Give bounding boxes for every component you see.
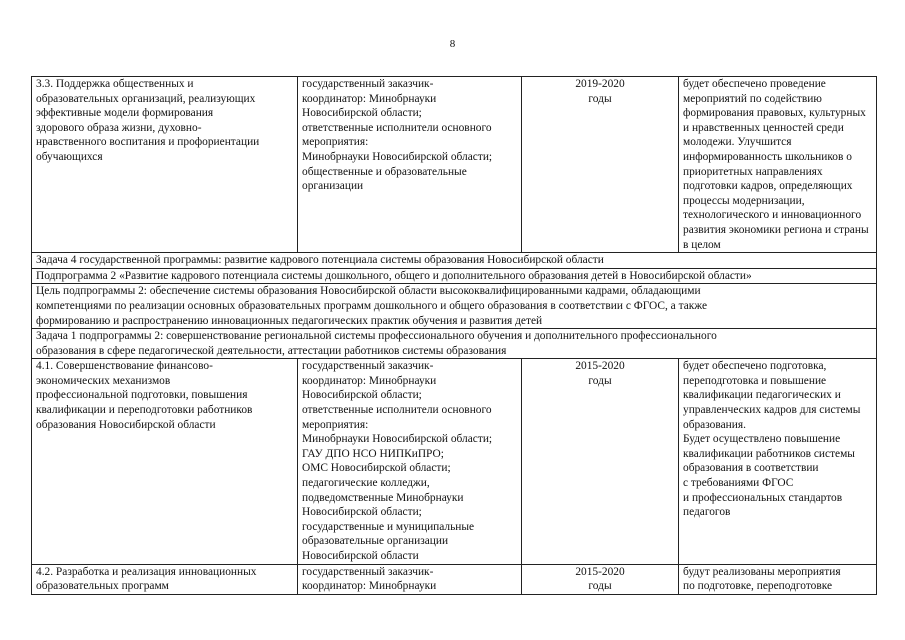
result-line: будет обеспечено подготовка, [683,360,827,373]
result-line: информированность школьников о [683,150,852,163]
result-line: развития экономики региона и страны [683,223,869,236]
section-heading-cell [32,329,877,359]
period-cell [522,564,679,594]
activity-line: 4.1. Совершенствование финансово- [36,360,213,373]
executors-line: координатор: Минобрнауки [302,580,437,593]
table-section-row [32,284,877,329]
executors-line: ГАУ ДПО НСО НИПКиПРО; [302,447,444,460]
result-line: с требованиями ФГОС [683,477,794,490]
period-line: 2019-2020 [575,78,625,90]
executors-line: государственные и муниципальные [302,520,475,533]
table-section-row [32,253,877,269]
result-cell [679,77,877,253]
activity-cell [32,77,298,253]
result-line: технологического и инновационного [683,209,862,222]
table-section-row [32,329,877,359]
period-line: 2015-2020 [575,565,625,578]
result-line: и нравственных ценностей среди [683,121,844,134]
activity-line: эффективные модели формирования [36,107,214,120]
result-line: педагогов [683,506,731,519]
section-heading-line: образования в сфере педагогической деятельности, аттестации работников системы образования [36,344,507,357]
executors-line: государственный заказчик- [302,360,434,373]
result-line: процессы модернизации, [683,194,805,207]
program-activities-table [31,76,877,595]
table-row [32,564,877,594]
executors-line: ответственные исполнители основного [302,121,492,134]
executors-line: общественные и образовательные [302,165,467,178]
activity-cell [32,564,298,594]
result-line: приоритетных направлениях [683,165,823,178]
section-heading-cell [32,284,877,329]
activity-line: образовательных организаций, реализующих [36,92,256,105]
executors-line: ответственные исполнители основного [302,404,492,417]
table-row [32,359,877,564]
period-cell [522,77,679,253]
period-line: 2015-2020 [575,360,625,373]
result-line: квалификации педагогических и [683,389,841,402]
executors-line: Новосибирской области; [302,107,422,120]
executors-line: подведомственные Минобрнауки [302,491,464,504]
executors-line: Новосибирской области; [302,389,422,402]
result-cell [679,359,877,564]
activity-line: образовательных программ [36,580,169,593]
activity-line: экономических механизмов [36,374,171,387]
result-line: и профессиональных стандартов [683,491,843,504]
executors-line: государственный заказчик- [302,78,434,90]
section-heading-line: Цель подпрограммы 2: обеспечение системы образования Новосибирской области высококвалифицированными кадрами, обладающими [36,285,701,298]
result-line: Будет осуществлено повышение [683,433,841,446]
result-line: подготовки кадров, определяющих [683,180,853,193]
activity-line: профессиональной подготовки, повышения [36,389,248,402]
section-heading-line: Подпрограмма 2 «Развитие кадрового потенциала системы дошкольного, общего и дополнительного образования детей в Новосибирской области» [36,269,752,282]
executors-line: мероприятия: [302,136,369,149]
result-line: будет обеспечено проведение [683,78,826,90]
executors-cell [298,359,522,564]
period-line: годы [588,580,612,593]
section-heading-line: компетенциями по реализации основных образовательных программ дошкольного и общего образования в соответствии с ФГОС, а также [36,299,708,312]
activity-line: квалификации и переподготовки работников [36,404,253,417]
section-heading-line: Задача 4 государственной программы: развитие кадрового потенциала системы образования Новосибирской области [36,254,604,267]
period-line: годы [588,92,612,105]
table-row [32,77,877,253]
result-line: образования. [683,418,746,431]
executors-line: мероприятия: [302,418,369,431]
executors-line: педагогические колледжи, [302,477,430,490]
activity-line: образования Новосибирской области [36,418,216,431]
section-heading-cell [32,268,877,284]
result-line: в целом [683,238,721,251]
result-line: образования в соответствии [683,462,819,475]
activity-line: обучающихся [36,150,103,163]
executors-line: государственный заказчик- [302,565,434,578]
period-line: годы [588,374,612,387]
activity-cell [32,359,298,564]
result-line: мероприятий по содействию [683,92,822,105]
result-line: управленческих кадров для системы [683,404,861,417]
period-cell [522,359,679,564]
result-line: молодежи. Улучшится [683,136,792,149]
executors-line: Минобрнауки Новосибирской области; [302,433,493,446]
executors-line: координатор: Минобрнауки [302,92,437,105]
executors-line: ОМС Новосибирской области; [302,462,451,475]
activity-line: нравственного воспитания и профориентации [36,136,260,149]
section-heading-line: Задача 1 подпрограммы 2: совершенствование региональной системы профессионального обучения и дополнительного профессионального [36,330,717,343]
table-section-row [32,268,877,284]
result-line: будут реализованы мероприятия [683,565,841,578]
executors-line: Новосибирской области; [302,506,422,519]
executors-line: Минобрнауки Новосибирской области; [302,150,493,163]
result-line: квалификации работников системы [683,447,855,460]
executors-cell [298,77,522,253]
result-line: формирования правовых, культурных [683,107,866,120]
executors-line: Новосибирской области [302,550,419,562]
executors-line: координатор: Минобрнауки [302,374,437,387]
section-heading-cell [32,253,877,269]
executors-line: организации [302,180,364,193]
result-line: по подготовке, переподготовке [683,580,833,593]
activity-line: здорового образа жизни, духовно- [36,121,202,134]
result-cell [679,564,877,594]
executors-line: образовательные организации [302,535,449,548]
page-number: 8 [449,38,456,50]
activity-line: 4.2. Разработка и реализация инновационных [36,565,257,578]
result-line: переподготовка и повышение [683,374,827,387]
executors-cell [298,564,522,594]
section-heading-line: формированию и распространению инновационных педагогических практик обучения и развития детей [36,314,543,327]
activity-line: 3.3. Поддержка общественных и [36,78,194,90]
